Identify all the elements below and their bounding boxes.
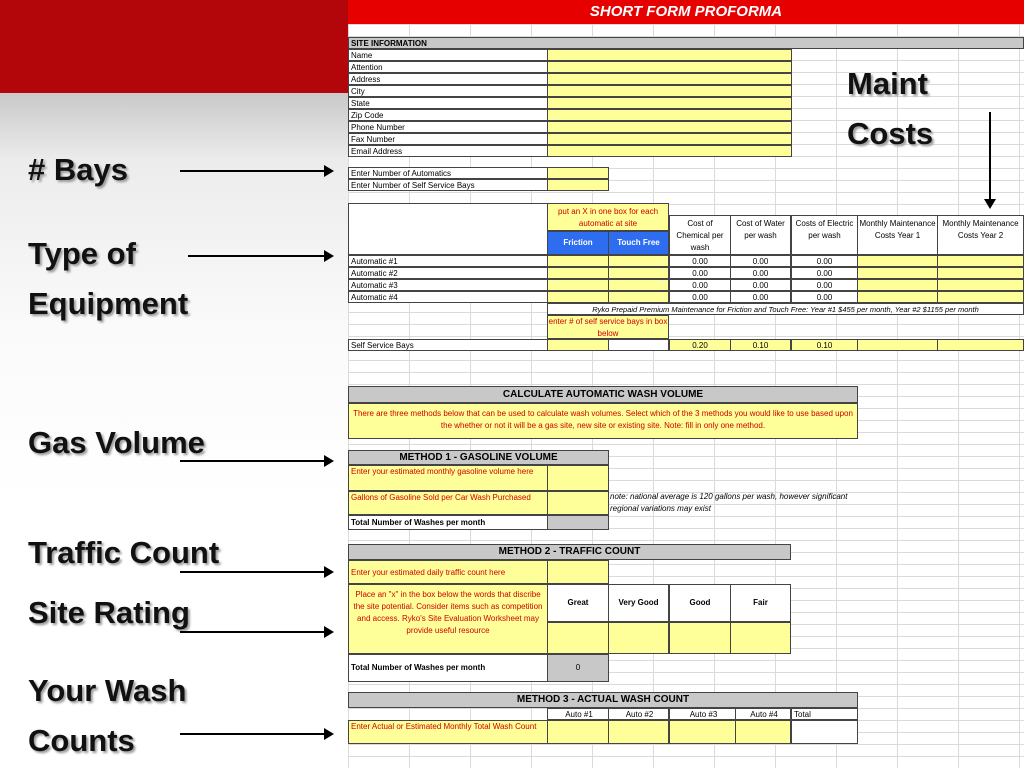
method2-place-note: Place an "x" in the box below the words that discribe the site potential. Consider items such as competition and access. Ryko's Site Evaluation Worksheet may provide useful resource	[348, 584, 548, 654]
touch-free-header: Touch Free	[608, 231, 669, 255]
label-gas-volume: Gas Volume	[28, 425, 205, 460]
touch-free-input[interactable]	[608, 267, 669, 279]
rating-label: Fair	[730, 584, 791, 622]
equipment-header-blank	[348, 203, 548, 255]
automatic-label: Automatic #3	[348, 279, 548, 291]
label-maint: Maint	[847, 66, 928, 101]
friction-input[interactable]	[547, 279, 609, 291]
method3-count-input[interactable]	[735, 720, 791, 744]
method3-column-header: Auto #2	[608, 708, 669, 720]
rating-input[interactable]	[608, 622, 669, 654]
site-field-input[interactable]	[547, 61, 792, 73]
arrow-gas-volume	[180, 460, 325, 462]
maint-y1-input[interactable]	[857, 255, 938, 267]
method2-traffic-input[interactable]	[547, 560, 609, 584]
chemical-cost: 0.00	[669, 255, 731, 267]
automatic-label: Automatic #4	[348, 291, 548, 303]
label-traffic-count: Traffic Count	[28, 535, 220, 570]
method1-total-label: Total Number of Washes per month	[348, 515, 548, 530]
site-field-input[interactable]	[547, 73, 792, 85]
maint-y2-input[interactable]	[937, 267, 1024, 279]
rating-input[interactable]	[669, 622, 731, 654]
self-service-water[interactable]: 0.10	[730, 339, 791, 351]
method3-count-input[interactable]	[547, 720, 609, 744]
friction-input[interactable]	[547, 291, 609, 303]
label-equipment: Equipment	[28, 286, 189, 321]
maint-y2-input[interactable]	[937, 279, 1024, 291]
automatics-count-input[interactable]	[547, 167, 609, 179]
water-cost: 0.00	[730, 267, 791, 279]
method3-header: METHOD 3 - ACTUAL WASH COUNT	[348, 692, 858, 708]
arrow-equipment	[188, 255, 325, 257]
site-field-label: City	[348, 85, 548, 97]
method1-national-note: note: national average is 120 gallons per wash, however significant regional variations may exist	[610, 492, 848, 513]
method2-total-value: 0	[547, 654, 609, 682]
site-field-label: Email Address	[348, 145, 548, 157]
site-field-input[interactable]	[547, 109, 792, 121]
site-field-input[interactable]	[547, 133, 792, 145]
cost-water-header: Cost of Water per wash	[730, 215, 791, 255]
maint-y2-input[interactable]	[937, 255, 1024, 267]
label-counts: Counts	[28, 723, 135, 758]
method3-column-header: Total	[791, 708, 858, 720]
method3-total	[791, 720, 858, 744]
rating-input[interactable]	[547, 622, 609, 654]
site-field-label: Zip Code	[348, 109, 548, 121]
cost-electric-header: Costs of Electric per wash	[791, 215, 858, 255]
electric-cost: 0.00	[791, 279, 858, 291]
arrow-maint-costs	[989, 112, 991, 200]
touch-free-input[interactable]	[608, 279, 669, 291]
maint-y1-input[interactable]	[857, 291, 938, 303]
method2-total-label: Total Number of Washes per month	[348, 654, 548, 682]
friction-header: Friction	[547, 231, 609, 255]
self-service-maint-y1[interactable]	[857, 339, 938, 351]
rating-label: Good	[669, 584, 731, 622]
sheet-title: SHORT FORM PROFORMA	[348, 0, 1024, 24]
site-field-label: Attention	[348, 61, 548, 73]
water-cost: 0.00	[730, 291, 791, 303]
arrow-bays	[180, 170, 325, 172]
maint-y2-input[interactable]	[937, 291, 1024, 303]
chemical-cost: 0.00	[669, 267, 731, 279]
method3-enter-label: Enter Actual or Estimated Monthly Total Wash Count	[348, 720, 548, 744]
label-your-wash: Your Wash	[28, 673, 187, 708]
site-field-input[interactable]	[547, 121, 792, 133]
method1-enter-label: Enter your estimated monthly gasoline volume here	[348, 465, 548, 491]
self-service-maint-y2[interactable]	[937, 339, 1024, 351]
electric-cost: 0.00	[791, 267, 858, 279]
method3-column-header: Auto #4	[735, 708, 791, 720]
arrow-traffic-count	[180, 571, 325, 573]
touch-free-input[interactable]	[608, 291, 669, 303]
label-site-rating: Site Rating	[28, 595, 190, 630]
site-field-input[interactable]	[547, 97, 792, 109]
ryko-maintenance-note: Ryko Prepaid Premium Maintenance for Friction and Touch Free: Year #1 $455 per month, Year #2 $1155 per month	[547, 303, 1024, 315]
self-service-bays-input[interactable]	[547, 339, 609, 351]
self-service-blank	[608, 339, 669, 351]
enter-automatics-label: Enter Number of Automatics	[348, 167, 548, 179]
label-type-of: Type of	[28, 236, 136, 271]
chemical-cost: 0.00	[669, 291, 731, 303]
method2-enter-label: Enter your estimated daily traffic count here	[348, 560, 548, 584]
automatic-label: Automatic #2	[348, 267, 548, 279]
self-service-elec[interactable]: 0.10	[791, 339, 858, 351]
arrow-site-rating	[180, 631, 325, 633]
site-field-label: State	[348, 97, 548, 109]
electric-cost: 0.00	[791, 291, 858, 303]
enter-self-service-note: enter # of self service bays in box below	[548, 317, 668, 338]
label-bays: # Bays	[28, 152, 128, 187]
enter-self-service-label: Enter Number of Self Service Bays	[348, 179, 548, 191]
cost-chemical-header: Cost of Chemical per wash	[669, 215, 731, 255]
method1-gallons-input[interactable]	[547, 491, 609, 515]
method3-count-input[interactable]	[608, 720, 669, 744]
maint-y1-input[interactable]	[857, 279, 938, 291]
water-cost: 0.00	[730, 279, 791, 291]
arrow-wash-counts	[180, 733, 325, 735]
site-field-label: Name	[348, 49, 548, 61]
calc-volume-note: There are three methods below that can be used to calculate wash volumes. Select which of the 3 methods you would like to use based upon the whether or not it will be a gas site, new site or existing site. Note: fill in only one method.	[348, 403, 858, 439]
rating-label: Great	[547, 584, 609, 622]
red-corner-block	[0, 0, 348, 93]
method3-count-input[interactable]	[669, 720, 736, 744]
friction-input[interactable]	[547, 267, 609, 279]
rating-label: Very Good	[608, 584, 669, 622]
method2-header: METHOD 2 - TRAFFIC COUNT	[348, 544, 791, 560]
site-field-label: Address	[348, 73, 548, 85]
label-costs: Costs	[847, 116, 934, 151]
rating-input[interactable]	[730, 622, 791, 654]
maint-y1-header: Monthly Maintenance Costs Year 1	[857, 215, 938, 255]
water-cost: 0.00	[730, 255, 791, 267]
method1-gallons-label: Gallons of Gasoline Sold per Car Wash Purchased	[348, 491, 548, 515]
put-x-note: put an X in one box for each automatic at site	[547, 203, 669, 231]
self-service-chem[interactable]: 0.20	[669, 339, 731, 351]
site-field-input[interactable]	[547, 49, 792, 61]
chemical-cost: 0.00	[669, 279, 731, 291]
maint-y2-header: Monthly Maintenance Costs Year 2	[937, 215, 1024, 255]
touch-free-input[interactable]	[608, 255, 669, 267]
method3-column-header: Auto #1	[547, 708, 609, 720]
electric-cost: 0.00	[791, 255, 858, 267]
automatic-label: Automatic #1	[348, 255, 548, 267]
site-field-input[interactable]	[547, 145, 792, 157]
method1-header: METHOD 1 - GASOLINE VOLUME	[348, 450, 609, 465]
site-field-label: Fax Number	[348, 133, 548, 145]
self-service-bays-label: Self Service Bays	[348, 339, 548, 351]
method1-total-value	[547, 515, 609, 530]
calc-volume-header: CALCULATE AUTOMATIC WASH VOLUME	[348, 386, 858, 403]
self-service-count-input[interactable]	[547, 179, 609, 191]
site-field-input[interactable]	[547, 85, 792, 97]
friction-input[interactable]	[547, 255, 609, 267]
site-info-header: SITE INFORMATION	[348, 37, 1024, 49]
site-field-label: Phone Number	[348, 121, 548, 133]
method1-gasoline-input[interactable]	[547, 465, 609, 491]
method3-column-header: Auto #3	[669, 708, 736, 720]
maint-y1-input[interactable]	[857, 267, 938, 279]
